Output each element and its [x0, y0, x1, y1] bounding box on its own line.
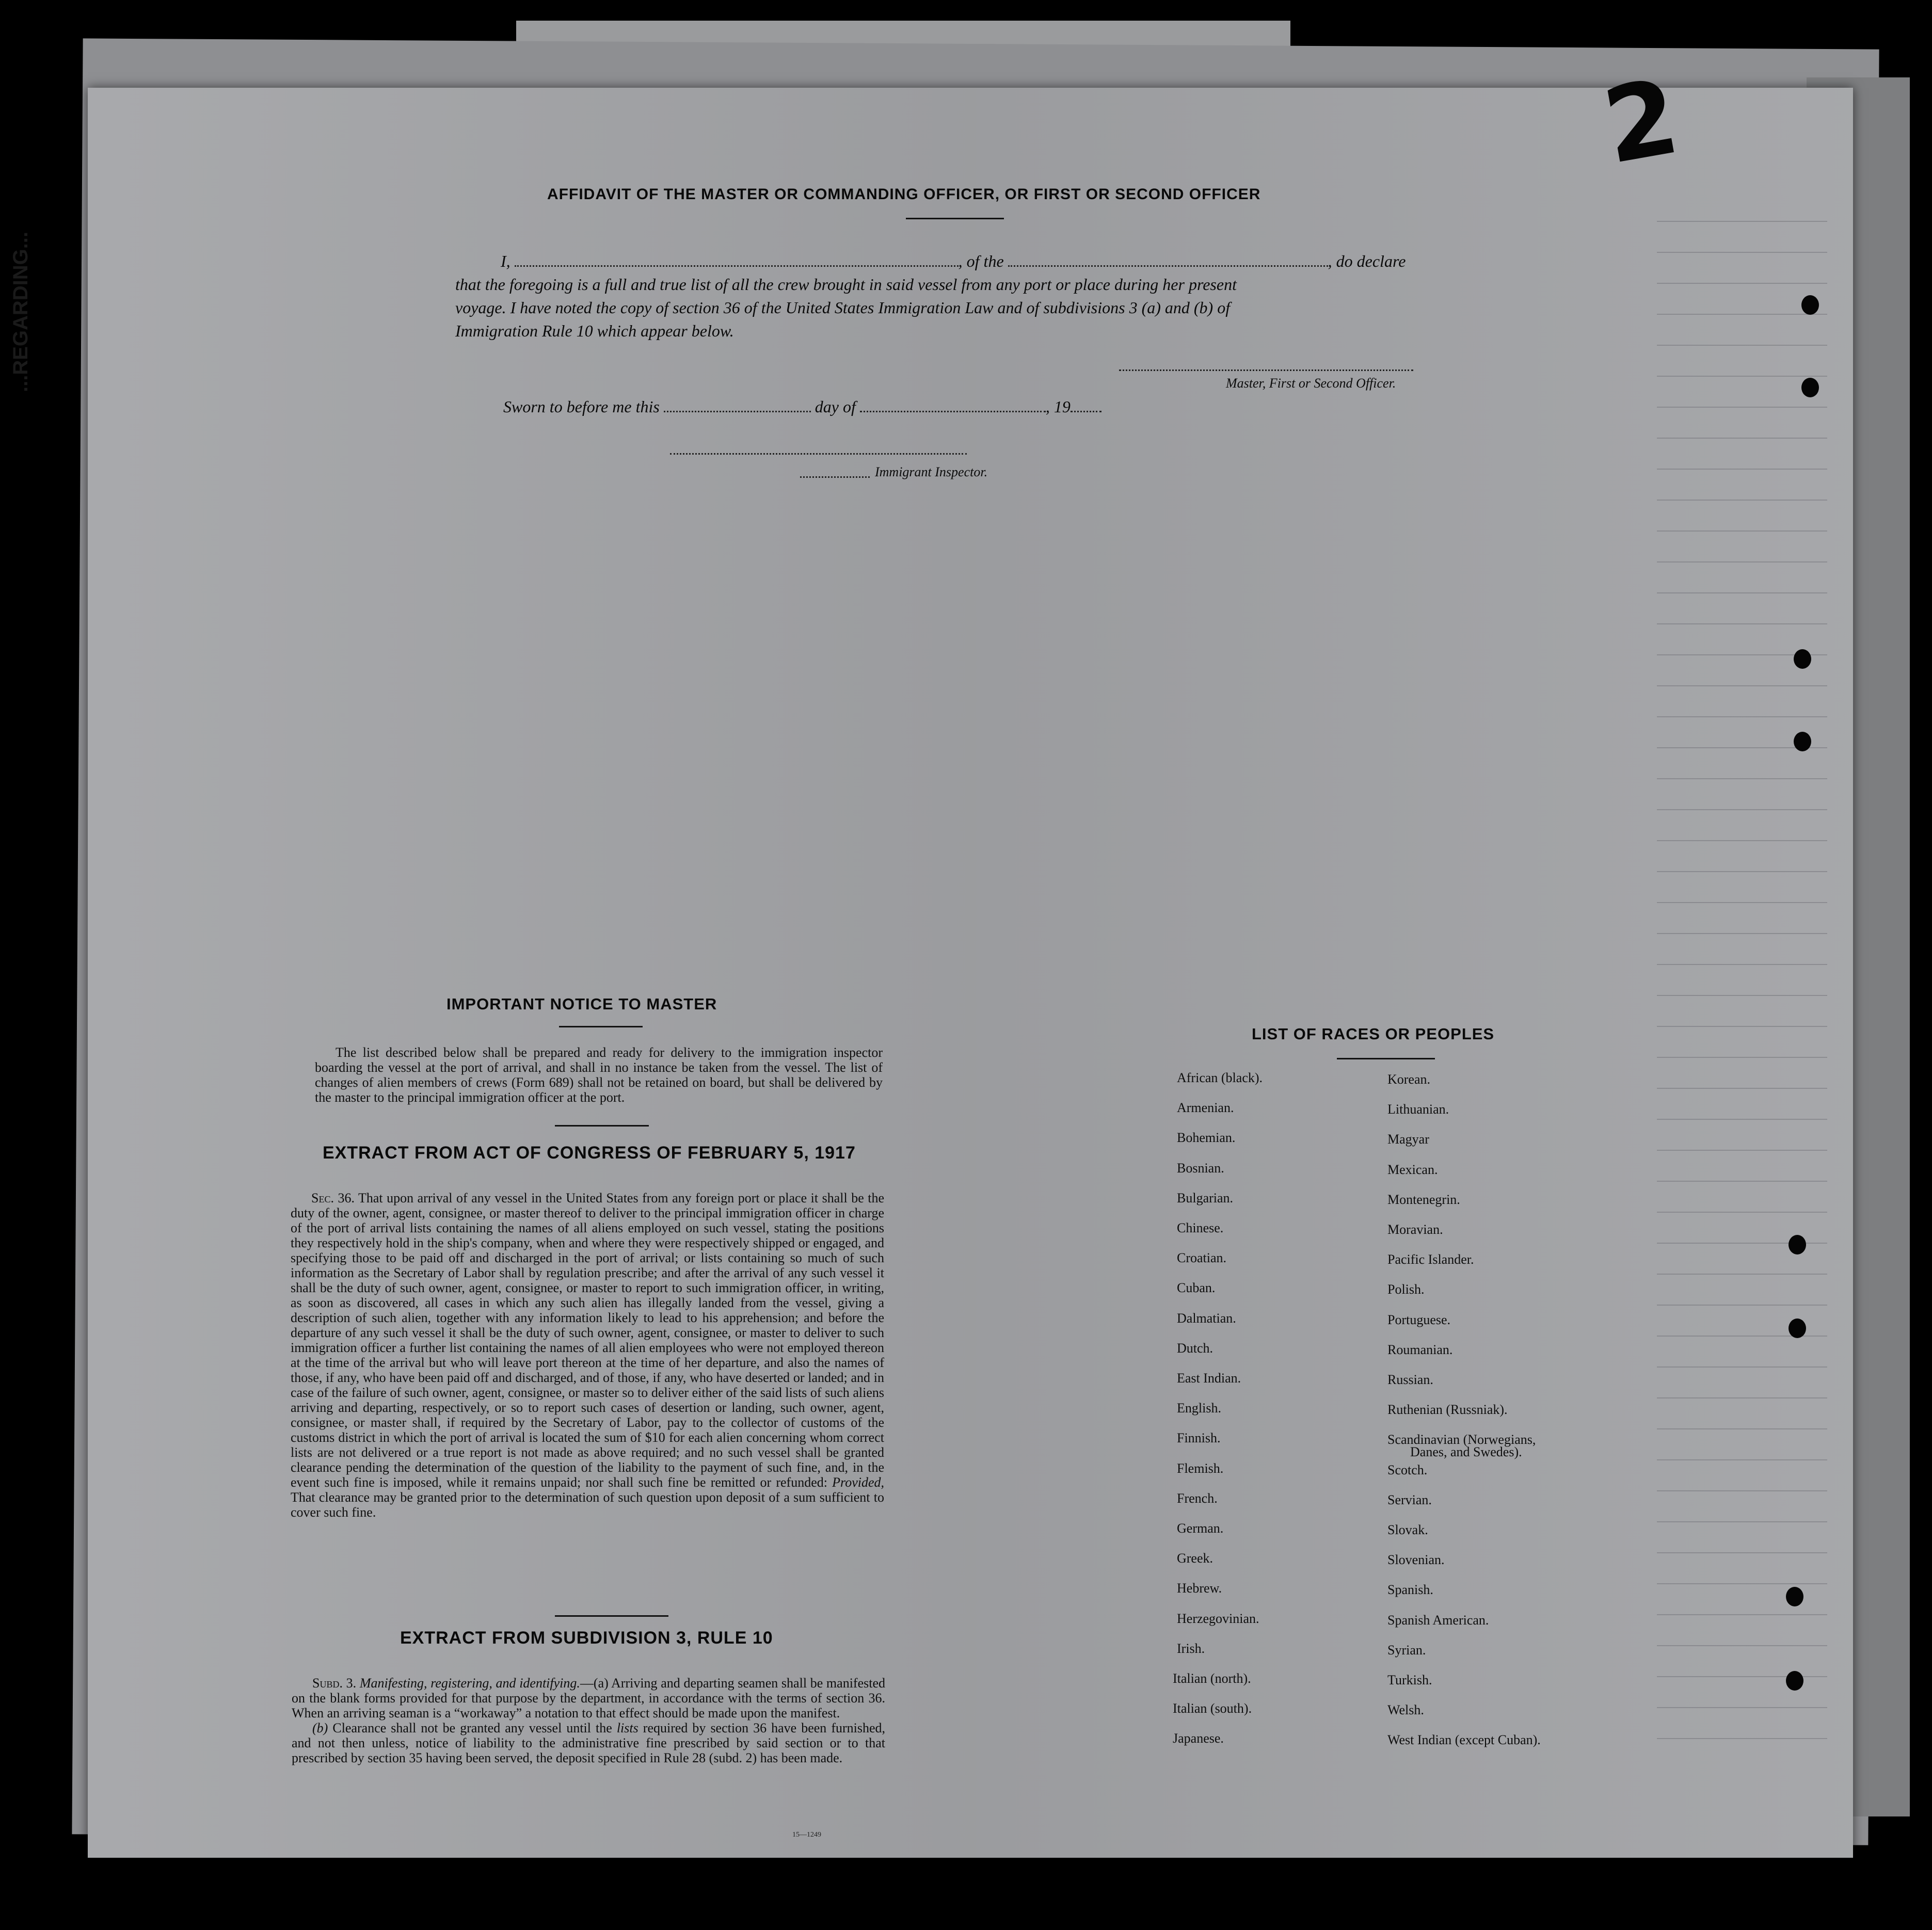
race-entry: Ruthenian (Russniak). [1387, 1402, 1508, 1418]
race-entry: Lithuanian. [1387, 1102, 1449, 1117]
sworn-day-field[interactable] [664, 410, 811, 412]
act-divider [555, 1615, 668, 1617]
race-entry: Italian (south). [1173, 1701, 1252, 1716]
race-entry: Irish. [1177, 1640, 1205, 1656]
inspector-signature-lead [800, 476, 870, 478]
bleed-through-ruling [1657, 191, 1827, 1739]
race-entry: Servian. [1387, 1492, 1432, 1507]
race-entry: Slovak. [1387, 1522, 1428, 1537]
notice-divider [555, 1125, 649, 1127]
race-entry: French. [1177, 1490, 1218, 1506]
master-signature-field[interactable] [1119, 369, 1413, 371]
race-entry: Italian (north). [1173, 1671, 1251, 1686]
act-title: EXTRACT FROM ACT OF CONGRESS OF FEBRUARY 5, 1917 [323, 1143, 856, 1163]
race-entry: Korean. [1387, 1072, 1431, 1087]
act-text [291, 1191, 884, 1520]
notice-body: The list described below shall be prepared and ready for delivery to the immigration inspector boarding the vessel at the port of arrival, and shall in no instance be taken from the vessel. The list of changes of alien members of crews (Form 689) shall not be retained on board, but shall be delivered by the master to the principal immigration officer at the port. [315, 1045, 883, 1105]
form-number: 15—1249 [792, 1831, 821, 1839]
race-entry: Bohemian. [1177, 1130, 1236, 1146]
vessel-name-field[interactable] [1008, 265, 1328, 267]
race-entry: Herzegovinian. [1177, 1611, 1259, 1626]
inspector-signature-field[interactable] [670, 453, 967, 455]
races-title-rule [1337, 1058, 1435, 1059]
race-entry: Pacific Islander. [1387, 1252, 1474, 1267]
race-entry: Portuguese. [1387, 1312, 1451, 1327]
race-entry: West Indian (except Cuban). [1387, 1732, 1541, 1748]
race-entry: Japanese. [1173, 1731, 1224, 1746]
race-entry: Montenegrin. [1387, 1192, 1460, 1207]
race-entry: African (black). [1177, 1070, 1263, 1085]
sworn-year-prefix: , 19 [1045, 397, 1071, 416]
declarant-name-field[interactable] [515, 265, 959, 267]
race-entry: Scandinavian (Norwegians, [1387, 1432, 1536, 1447]
race-entry: Bulgarian. [1177, 1190, 1234, 1205]
race-entry: English. [1177, 1401, 1221, 1416]
races-title: LIST OF RACES OR PEOPLES [1252, 1025, 1495, 1043]
race-entry: Spanish American. [1387, 1612, 1489, 1628]
race-entry: Roumanian. [1387, 1342, 1453, 1357]
affidavit-line-4: Immigration Rule 10 which appear below. [455, 321, 734, 340]
rule-a-text: Arriving and departing seamen shall be manifested on the blank forms provided for that purpose by the department, in accordance with the terms of section 36. When an arriving seaman is a “workaway” a notation to that effect should be made upon the manifest. [292, 1676, 885, 1720]
affidavit-line-1 [501, 252, 1406, 271]
notice-title: IMPORTANT NOTICE TO MASTER [446, 995, 717, 1013]
race-entry: Flemish. [1177, 1460, 1224, 1476]
rule-b-text-1: Clearance shall not be granted any vessel until the [332, 1720, 612, 1735]
race-entry: Magyar [1387, 1132, 1429, 1147]
affidavit-do-declare: , do declare [1328, 252, 1406, 270]
race-entry: Armenian. [1177, 1100, 1234, 1116]
rule-b-text-2: required by section 36 have been furnished, and not then unless, notice of liability to the administrative fine prescribed by said section or to that prescribed by section 35 having been served, the deposit specified in Rule 28 (subd. 2) has been made. [292, 1720, 886, 1765]
sworn-line [503, 397, 1101, 416]
affidavit-line-2: that the foregoing is a full and true list of all the crew brought in said vessel from any port or place during her present [455, 275, 1237, 294]
rule-text [292, 1676, 885, 1765]
manifest-page [88, 88, 1853, 1858]
act-body: That upon arrival of any vessel in the United States from any foreign port or place it shall be the duty of the owner, agent, consignee, or master thereof to deliver to the principal immigration officer in charge of the port of arrival lists containing the names of all aliens employed on such vessel, stating the positions they respectively hold in the ship's company, when and where they were respectively shipped or engaged, and specifying those to be paid off and discharged in the port of arrival; or lists containing so much of such information as the Secretary of Labor shall by regulation prescribe; and after the arrival of any such vessel it shall be the duty of such owner, agent, consignee, or master to report to such immigration officer, in writing, as soon as discovered, all cases in which any such alien has illegally landed from the vessel, giving a description of such alien, together with any information likely to lead to his apprehension; and before the departure of any such vessel it shall be the duty of such owner, agent, consignee, or master to deliver to such immigration officer a further list containing the names of all alien employees who were not employed thereon at the time of the arrival but who will leave port thereon at the time of her departure, and also the names of those, if any, who have been paid off and discharged, and of those, if any, who have deserted or landed; and in case of the failure of such owner, agent, consignee, or master so to deliver either of the said lists of such aliens arriving and departing, respectively, or so to report such cases of desertion or landing, such owner, agent, consignee, or master shall, if required by the Secretary of Labor, pay to the collector of customs of the customs district in which the port of arrival is located the sum of $10 for each alien concerning whom correct lists are not delivered or a true report is not made as above required; and no such vessel shall be granted clearance pending the determination of the question of the liability to the payment of such fine, and, in the event such fine is imposed, while it remains unpaid; nor shall such fine be remitted or refunded: [291, 1191, 884, 1490]
rule-b-lists: lists [616, 1720, 638, 1735]
race-entry: Bosnian. [1177, 1160, 1224, 1176]
rule-subd-heading: Manifesting, registering, and identifying. [359, 1676, 580, 1691]
race-entry: East Indian. [1177, 1371, 1241, 1386]
punch-hole [1786, 1671, 1803, 1691]
race-entry: Hebrew. [1177, 1581, 1222, 1596]
race-entry: Polish. [1387, 1282, 1425, 1297]
punch-hole [1789, 1235, 1806, 1254]
punch-hole [1794, 732, 1811, 751]
act-section-label: Sec. 36. [311, 1191, 355, 1205]
race-entry: Turkish. [1387, 1672, 1432, 1687]
punch-hole [1786, 1587, 1803, 1606]
rule-subd-label: Subd. 3. [312, 1676, 357, 1691]
race-entry: Slovenian. [1387, 1552, 1445, 1568]
binding-label: ...REGARDING... [9, 231, 32, 392]
affidavit-title: AFFIDAVIT OF THE MASTER OR COMMANDING OFFICER, OR FIRST OR SECOND OFFICER [547, 186, 1261, 203]
race-entry: Syrian. [1387, 1642, 1426, 1658]
sworn-month-field[interactable] [860, 410, 1046, 412]
page-number-mark: 2 [1595, 56, 1687, 188]
act-proviso-label: Provided, [832, 1475, 884, 1490]
inspector-label: Immigrant Inspector. [875, 464, 988, 479]
race-entry: Scotch. [1387, 1462, 1428, 1477]
affidavit-i: I, [501, 252, 510, 270]
race-entry: Finnish. [1177, 1430, 1221, 1446]
race-entry: Cuban. [1177, 1280, 1216, 1296]
race-entry: Spanish. [1387, 1582, 1433, 1598]
rule-a-label: —(a) [580, 1676, 609, 1691]
notice-text [315, 1045, 883, 1105]
master-signature-label: Master, First or Second Officer. [1226, 376, 1396, 391]
race-entry: Dutch. [1177, 1340, 1214, 1356]
affidavit-of-the: , of the [958, 252, 1004, 270]
punch-hole [1801, 378, 1819, 397]
race-entry: Russian. [1387, 1372, 1433, 1387]
race-entry: Welsh. [1387, 1702, 1424, 1718]
punch-hole [1789, 1318, 1806, 1338]
race-entry: Dalmatian. [1177, 1310, 1236, 1326]
race-entry: Danes, and Swedes). [1410, 1444, 1522, 1460]
rule-title: EXTRACT FROM SUBDIVISION 3, RULE 10 [400, 1628, 773, 1648]
rule-b-label: (b) [312, 1720, 328, 1735]
sworn-day-of: day of [815, 397, 856, 416]
sworn-text: Sworn to before me this [503, 397, 660, 416]
affidavit-line-3: voyage. I have noted the copy of section 36 of the United States Immigration Law and of subdivisions 3 (a) and (b) of [455, 298, 1231, 317]
punch-hole [1794, 649, 1811, 669]
act-proviso-text: That clearance may be granted prior to the determination of such question upon deposit of a sum sufficient to cover such fine. [291, 1490, 884, 1520]
race-entry: Croatian. [1177, 1250, 1227, 1266]
race-entry: Chinese. [1177, 1220, 1224, 1235]
race-entry: German. [1177, 1521, 1224, 1536]
race-entry: Mexican. [1387, 1162, 1438, 1177]
race-entry: Greek. [1177, 1551, 1214, 1566]
race-entry: Moravian. [1387, 1222, 1443, 1237]
notice-title-rule [559, 1026, 643, 1027]
punch-hole [1801, 295, 1819, 315]
affidavit-title-rule [906, 218, 1004, 219]
sworn-year-field[interactable] [1071, 410, 1101, 412]
